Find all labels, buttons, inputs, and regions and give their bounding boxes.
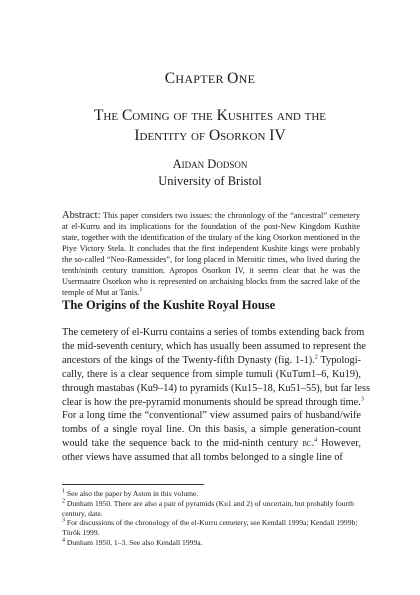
chapter-label-initial: C — [164, 70, 176, 87]
section-heading: The Origins of the Kushite Royal House — [62, 298, 276, 312]
body-line: would take the sequence back to the mid-ninth century bc.$^4$ However, — [62, 437, 361, 450]
body-line: For a long time the “conventional” view assumed pairs of husband/wife — [62, 410, 361, 422]
body-line: tombs of a single royal line. On this basis, a simple generation-count — [62, 424, 361, 436]
body-line: the mid-seventh century, which has usually been assumed to represent the — [62, 340, 366, 352]
footnote-divider — [62, 484, 204, 485]
footnote-1: $^1$ See also the paper by Aston in this volume. — [62, 488, 199, 498]
author-affiliation: University of Bristol — [158, 174, 262, 188]
footnote-ref-4[interactable]: 4 — [314, 437, 318, 444]
footnotes — [62, 489, 362, 548]
chapter-title — [60, 106, 360, 146]
chapter-label-o: O — [227, 70, 239, 87]
body-line: clear is how the pre-pyramid monuments should be spread through time.$^3$ — [62, 396, 364, 408]
body-line: ancestors of the kings of the Twenty-fifth Dynasty (fig. 1-1).$^2$ Typologi- — [62, 354, 361, 366]
chapter-title-line-1: The Coming of the Kushites and the — [93, 107, 327, 124]
chapter-title-line-2: Identity of Osorkon IV — [134, 127, 286, 144]
body-line: The cemetery of el-Kurru contains a series of tombs extending back from — [62, 327, 365, 338]
abstract-text: This paper considers two issues: the chronology of the “ancestral” cemetery at el-Kurru and its implications for the foundation of the post-New Kingdom Kushite state, together with the identification of the titulary of the king Osorkon mentioned in the Piye Victory Stela. It concludes that the first independent Kushite kings were probably the so-called “Neo-Ramessides”, for long placed in Meroitic times, who lived during the tenth/ninth century transition. Apropos Osorkon IV, it seems clear that he was the Usermaatre Osorkon who is represented on archaising blocks from the sacred lake of the temple of Mut at Tanis. — [62, 211, 360, 297]
abstract-label: Abstract: — [62, 210, 101, 221]
footnote-4: $^4$ Dunham 1950, 1–3. See also Kendall 1999a. — [62, 537, 203, 547]
body-paragraph — [62, 326, 371, 465]
footnote-2: $^2$ Dunham 1950. There are also a pair of pyramids (Ku1 and 2) of uncertain, but probably fourth century, date. — [62, 498, 354, 518]
chapter-label-rest: HAPTER — [175, 72, 228, 86]
body-line: through mastabas (Ku9–14) to pyramids (Ku15–18, Ku51–55), but far less — [62, 382, 371, 394]
abstract — [62, 210, 360, 298]
footnote-ref-1[interactable]: 1 — [139, 287, 143, 294]
footnote-3: $^3$ For discussions of the chronology of the el-Kurru cemetery, see Kendall 1999a; Kendall 1999b; Török 1999. — [62, 517, 358, 538]
chapter-label — [0, 70, 420, 88]
footnote-ref-3[interactable]: 3 — [360, 396, 364, 403]
author-name: Aidan Dodson — [172, 157, 248, 171]
body-line: other views have assumed that all tombs belonged to a single line of — [62, 452, 343, 464]
footnote-ref-2[interactable]: 2 — [314, 354, 318, 361]
chapter-label-ne: NE — [238, 72, 256, 86]
body-line: cally, there is a clear sequence from simple tumuli (KuTum1–6, Ku19), — [62, 368, 361, 380]
